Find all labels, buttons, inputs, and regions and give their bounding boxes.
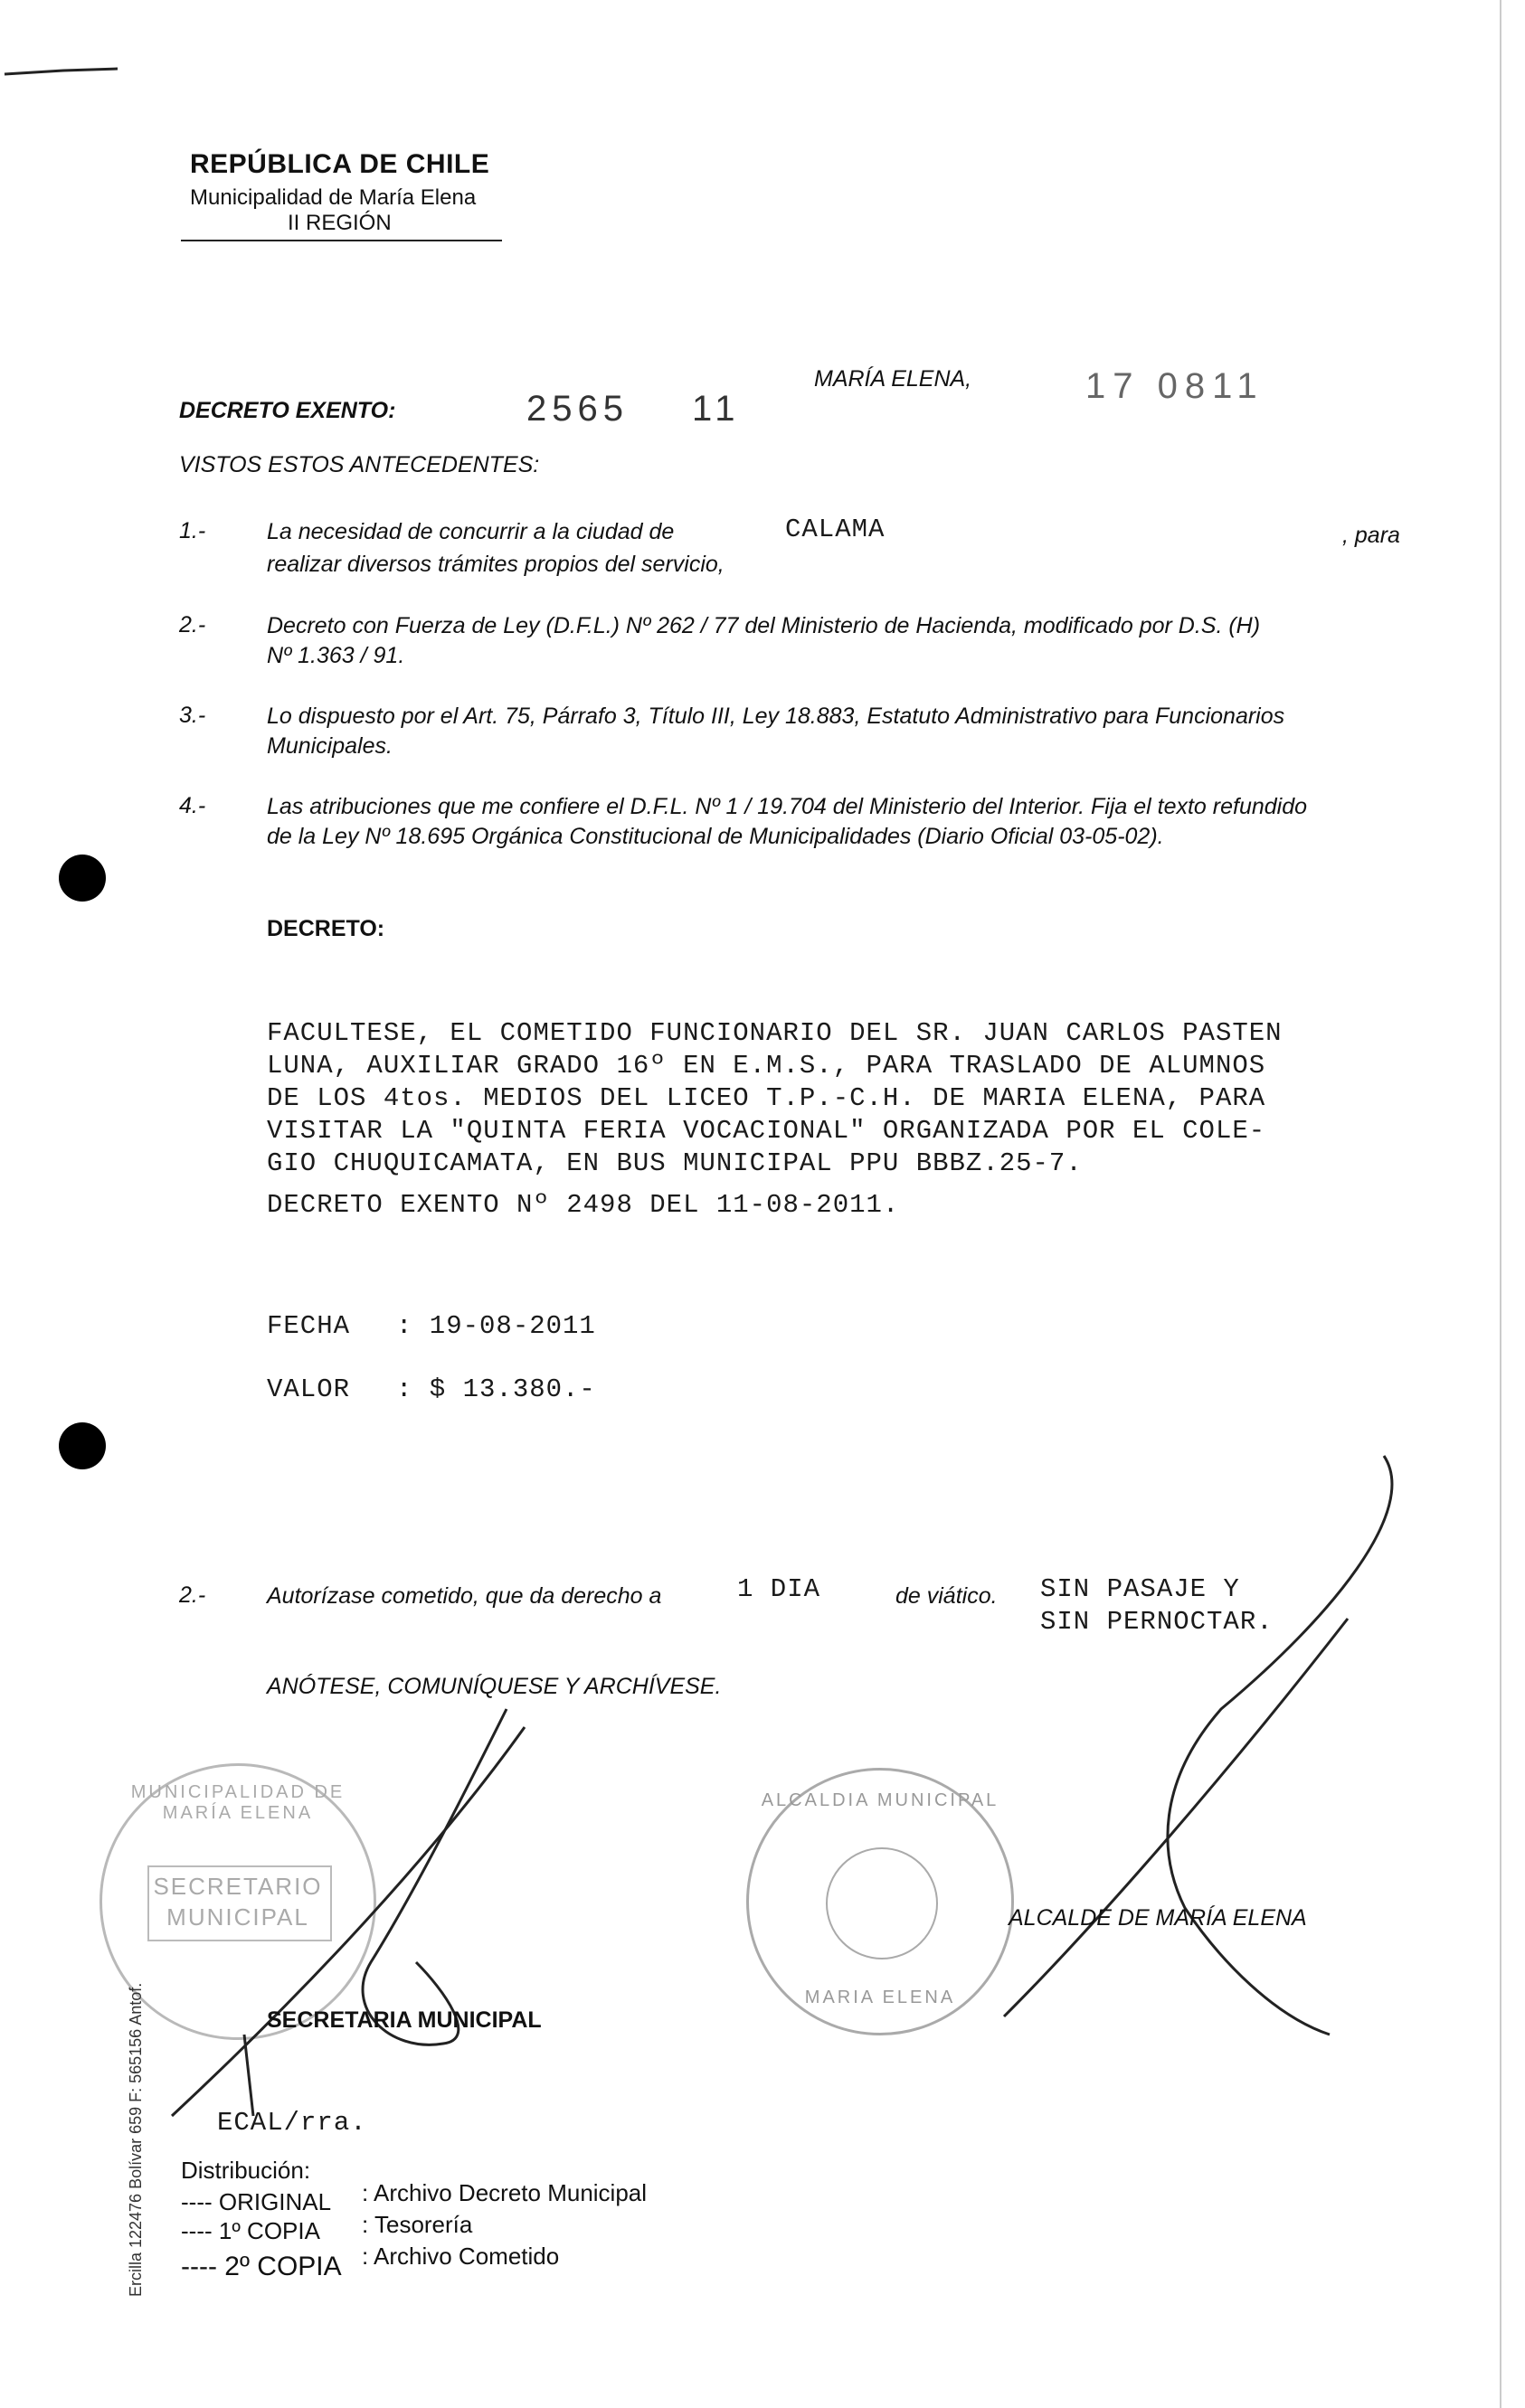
alcaldia-stamp-ring-bottom: MARIA ELENA (804, 1988, 956, 2007)
distribution-row-3-dest: : Archivo Cometido (362, 2243, 560, 2270)
vistos-item-1-para: , para (1342, 523, 1400, 548)
decreto-line-4: VISITAR LA "QUINTA FERIA VOCACIONAL" ORGANIZADA POR EL COLE- (267, 1116, 1266, 1146)
alcaldia-stamp-ring-top: ALCALDIA MUNICIPAL (761, 1790, 999, 1810)
alcalde-signature (950, 1438, 1420, 2053)
vistos-item-1-city: CALAMA (785, 515, 886, 544)
secretaria-title: SECRETARIA MUNICIPAL (267, 2007, 542, 2033)
fecha-value: : 19-08-2011 (396, 1311, 596, 1341)
vistos-item-1-num: 1.- (179, 518, 206, 543)
distribution-row-2-label: ---- 1º COPIA (181, 2217, 320, 2244)
autorizacion-num: 2.- (179, 1582, 206, 1608)
vistos-item-2-line1: Decreto con Fuerza de Ley (D.F.L.) Nº 262 / 77 del Ministerio de Hacienda, modificado por D.S. (H) (267, 613, 1261, 638)
vistos-item-3-line1: Lo dispuesto por el Art. 75, Párrafo 3, Título III, Ley 18.883, Estatuto Administrativo para Funcionarios (267, 704, 1285, 729)
header-municipality: Municipalidad de María Elena (190, 185, 477, 210)
decree-date-stamp: 17 0811 (1085, 366, 1265, 406)
decree-place: MARÍA ELENA, (814, 366, 972, 392)
vistos-item-4-line2: de la Ley Nº 18.695 Orgánica Constitucional de Municipalidades (Diario Oficial 03-05-02). (267, 824, 1164, 849)
decreto-line-2: LUNA, AUXILIAR GRADO 16º EN E.M.S., PARA TRASLADO DE ALUMNOS (267, 1051, 1266, 1081)
vistos-item-3-line2: Municipales. (267, 733, 393, 759)
vistos-item-4-num: 4.- (179, 793, 206, 818)
secretaria-signature (145, 1691, 615, 2161)
decreto-reference: DECRETO EXENTO Nº 2498 DEL 11-08-2011. (267, 1190, 900, 1220)
secretaria-stamp-text-2: MUNICIPAL (166, 1903, 309, 1931)
header-republic: REPÚBLICA DE CHILE (190, 149, 490, 179)
autorizacion-note-1: SIN PASAJE Y (1040, 1574, 1240, 1604)
decreto-line-3: DE LOS 4tos. MEDIOS DEL LICEO T.P.-C.H. DE MARIA ELENA, PARA (267, 1083, 1266, 1113)
vistos-item-2-line2: Nº 1.363 / 91. (267, 643, 405, 668)
header-divider (181, 240, 502, 241)
distribution-title: Distribución: (181, 2157, 311, 2184)
printer-imprint: Ercilla 122476 Bolívar 659 F: 565156 Antof. (127, 1982, 145, 2297)
vistos-item-3-num: 3.- (179, 703, 206, 728)
decree-number-suffix: 11 (692, 389, 741, 429)
secretaria-stamp-text-1: SECRETARIO (153, 1873, 323, 1900)
autorizacion-text-a: Autorízase cometido, que da derecho a (267, 1583, 662, 1609)
vistos-item-2-num: 2.- (179, 612, 206, 637)
alcalde-title: ALCALDE DE MARÍA ELENA (1009, 1905, 1307, 1931)
decree-label: DECRETO EXENTO: (179, 398, 396, 423)
autorizacion-text-b: de viático. (895, 1583, 998, 1609)
pen-mark (0, 63, 127, 81)
initials: ECAL/rra. (217, 2108, 367, 2138)
coat-of-arms-icon (826, 1847, 938, 1959)
vistos-title: VISTOS ESTOS ANTECEDENTES: (179, 452, 540, 477)
decreto-title: DECRETO: (267, 916, 385, 941)
valor-label: VALOR (267, 1374, 351, 1404)
valor-value: : $ 13.380.- (396, 1374, 596, 1404)
vistos-item-1-line2: realizar diversos trámites propios del servicio, (267, 552, 725, 577)
fecha-label: FECHA (267, 1311, 351, 1341)
hole-punch-bottom (59, 1422, 106, 1469)
hole-punch-top (59, 855, 106, 902)
distribution-row-1-dest: : Archivo Decreto Municipal (362, 2179, 648, 2206)
decree-number: 2565 (526, 389, 629, 429)
header-region: II REGIÓN (288, 211, 392, 235)
scan-edge (1500, 0, 1501, 2408)
vistos-item-4-line1: Las atribuciones que me confiere el D.F.L. Nº 1 / 19.704 del Ministerio del Interior. Fija el texto refundido (267, 794, 1308, 819)
vistos-item-1-text: La necesidad de concurrir a la ciudad de (267, 519, 675, 544)
distribution-row-1-label: ---- ORIGINAL (181, 2188, 332, 2215)
decreto-line-1: FACULTESE, EL COMETIDO FUNCIONARIO DEL SR. JUAN CARLOS PASTEN (267, 1018, 1283, 1048)
decreto-line-5: GIO CHUQUICAMATA, EN BUS MUNICIPAL PPU BBBZ.25-7. (267, 1148, 1083, 1178)
autorizacion-note-2: SIN PERNOCTAR. (1040, 1607, 1274, 1637)
distribution-row-2-dest: : Tesorería (362, 2211, 473, 2238)
secretaria-stamp-ring: MUNICIPALIDAD DE MARÍA ELENA (130, 1782, 346, 1823)
autorizacion-days: 1 DIA (737, 1574, 821, 1604)
closing-text: ANÓTESE, COMUNÍQUESE Y ARCHÍVESE. (267, 1674, 722, 1699)
distribution-row-3-label: ---- 2º COPIA (181, 2252, 342, 2281)
